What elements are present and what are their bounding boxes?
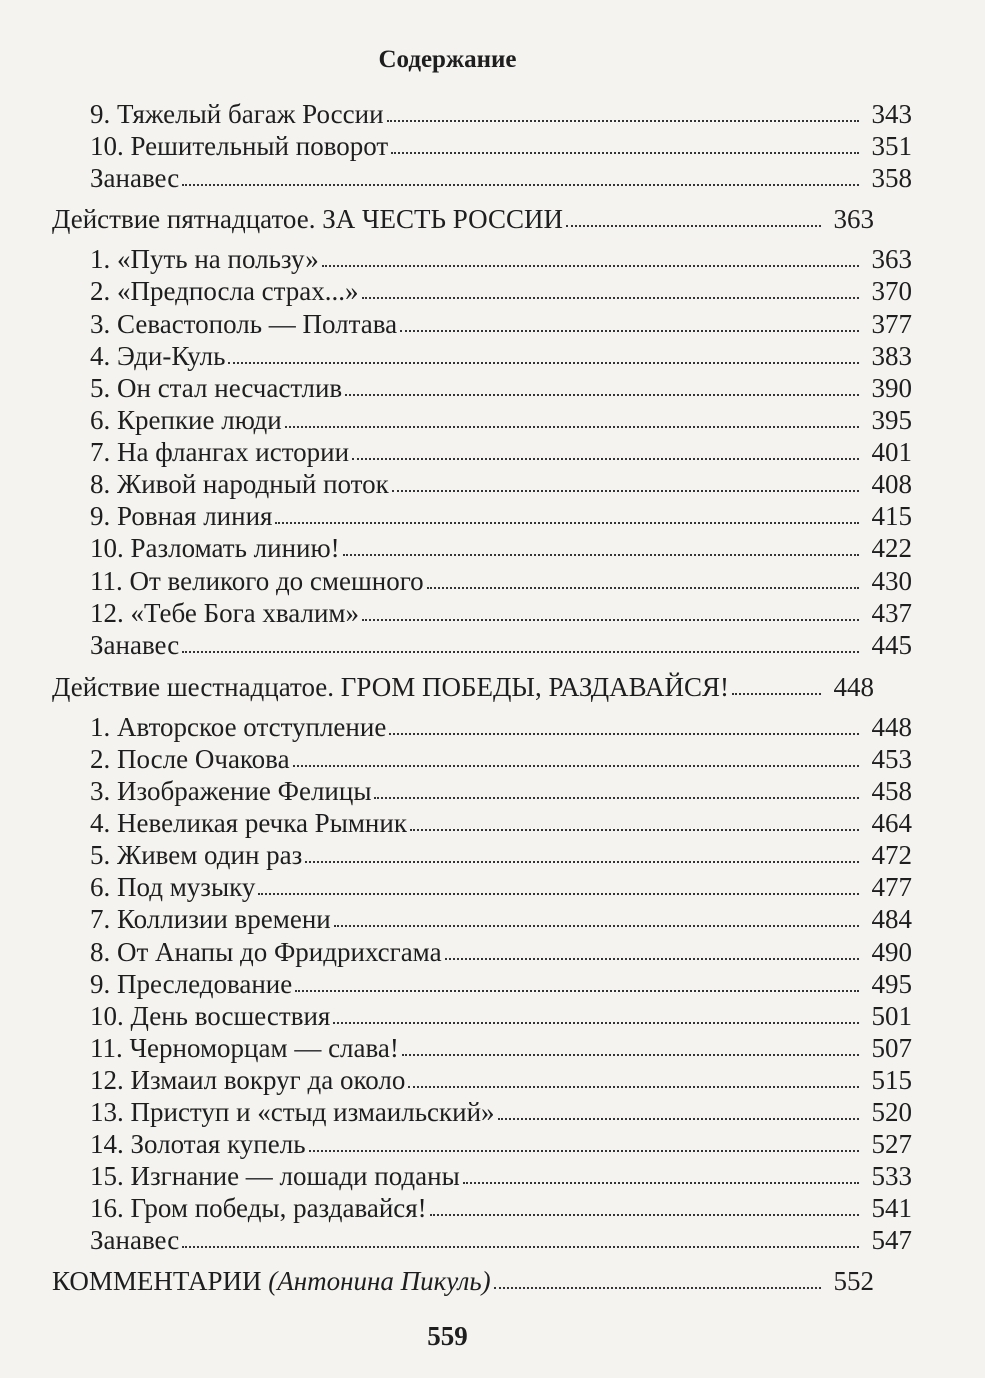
toc-entry-title: 3. Изображение Фелицы xyxy=(90,776,372,806)
toc-entry-page: 395 xyxy=(871,405,912,435)
toc-entry-title: 12. Измаил вокруг да около xyxy=(90,1065,406,1095)
toc-entry-page: 401 xyxy=(871,437,912,467)
toc-entry xyxy=(0,500,985,532)
toc-entry xyxy=(0,871,985,903)
dot-leader xyxy=(182,183,859,186)
toc-entry xyxy=(0,275,985,307)
toc-entry xyxy=(0,1128,985,1160)
toc-entry xyxy=(0,98,985,130)
toc-entry-page: 464 xyxy=(871,808,912,838)
page-header: Содержание xyxy=(378,46,517,73)
toc-entry-page: 453 xyxy=(871,744,912,774)
dot-leader xyxy=(228,361,859,364)
toc-entry-title: 3. Севастополь — Полтава xyxy=(90,309,398,339)
dot-leader xyxy=(345,393,859,396)
toc-entry-title: 11. Черноморцам — слава! xyxy=(90,1033,399,1063)
dot-leader xyxy=(293,764,859,767)
dot-leader xyxy=(408,1085,859,1088)
toc-entry-title: 6. Под музыку xyxy=(90,872,256,902)
toc-entry xyxy=(0,565,985,597)
toc-entry-title: 8. Живой народный поток xyxy=(90,469,389,499)
toc-entry xyxy=(0,1032,985,1064)
toc-entry-title: 7. Коллизии времени xyxy=(90,904,331,934)
toc-entry-page: 422 xyxy=(871,533,912,563)
toc-entry-title: Действие пятнадцатое. ЗА ЧЕСТЬ РОССИИ xyxy=(52,204,563,234)
toc-entry-title: Действие шестнадцатое. ГРОМ ПОБЕДЫ, РАЗДАВАЙСЯ! xyxy=(52,672,729,702)
dot-leader xyxy=(322,264,859,267)
dot-leader xyxy=(494,1286,821,1289)
dot-leader xyxy=(566,224,821,227)
dot-leader xyxy=(275,521,859,524)
dot-leader xyxy=(402,1053,859,1056)
toc-entry-page: 408 xyxy=(871,469,912,499)
toc-entry-page: 370 xyxy=(871,276,912,306)
toc-entry xyxy=(0,1224,985,1256)
toc-entry xyxy=(0,629,985,661)
toc-entry xyxy=(0,243,985,275)
toc-entry-page: 363 xyxy=(833,204,874,234)
toc-entry xyxy=(0,308,985,340)
toc-entry-title: 1. «Путь на пользу» xyxy=(90,244,319,274)
dot-leader xyxy=(182,650,859,653)
toc-entry xyxy=(0,372,985,404)
dot-leader xyxy=(391,151,859,154)
toc-entry-title: 9. Преследование xyxy=(90,969,293,999)
dot-leader xyxy=(285,425,859,428)
toc-entry xyxy=(0,532,985,564)
toc-entry-page: 547 xyxy=(871,1225,912,1255)
toc-entry-title: КОММЕНТАРИИ (Антонина Пикуль) xyxy=(52,1266,491,1296)
toc-entry-page: 477 xyxy=(871,872,912,902)
dot-leader xyxy=(400,329,859,332)
toc-entry-title: 16. Гром победы, раздавайся! xyxy=(90,1193,427,1223)
toc-entry-title: 7. На флангах истории xyxy=(90,437,350,467)
toc-entry-page: 533 xyxy=(871,1161,912,1191)
dot-leader xyxy=(389,732,859,735)
toc-entry-title: 4. Эди-Куль xyxy=(90,341,226,371)
dot-leader xyxy=(445,957,859,960)
toc-entry-title: 10. Решительный поворот xyxy=(90,131,389,161)
toc-entry-page: 363 xyxy=(871,244,912,274)
toc-entry xyxy=(0,968,985,1000)
dot-leader xyxy=(333,1021,859,1024)
dot-leader xyxy=(295,989,859,992)
dot-leader xyxy=(392,489,859,492)
dot-leader xyxy=(410,828,859,831)
toc-entry-page: 383 xyxy=(871,341,912,371)
dot-leader xyxy=(258,892,859,895)
toc-entry-page: 495 xyxy=(871,969,912,999)
toc-entry xyxy=(0,775,985,807)
dot-leader xyxy=(362,296,859,299)
toc-entry-title: 5. Живем один раз xyxy=(90,840,303,870)
toc-entry-page: 541 xyxy=(871,1193,912,1223)
dot-leader xyxy=(387,119,859,122)
toc-entry-title: 4. Невеликая речка Рымник xyxy=(90,808,407,838)
toc-entry xyxy=(0,1000,985,1032)
toc-entry-page: 351 xyxy=(871,131,912,161)
toc-entry-page: 552 xyxy=(833,1266,874,1296)
toc-entry xyxy=(0,162,985,194)
toc-entry-page: 415 xyxy=(871,501,912,531)
toc-entry-page: 343 xyxy=(871,99,912,129)
dot-leader xyxy=(362,618,859,621)
toc-entry xyxy=(0,807,985,839)
toc-entry xyxy=(0,1160,985,1192)
toc-entry-title: Занавес xyxy=(90,630,180,660)
toc-entry xyxy=(0,1064,985,1096)
toc-entry-page: 390 xyxy=(871,373,912,403)
dot-leader xyxy=(182,1245,859,1248)
toc-entry xyxy=(0,711,985,743)
toc-entry-page: 490 xyxy=(871,937,912,967)
toc-entry xyxy=(0,404,985,436)
toc-entry-page: 507 xyxy=(871,1033,912,1063)
dot-leader xyxy=(352,457,859,460)
toc-entry xyxy=(0,1096,985,1128)
toc-entry-title: 15. Изгнание — лошади поданы xyxy=(90,1161,460,1191)
toc-entry-title: 6. Крепкие люди xyxy=(90,405,282,435)
toc-entry xyxy=(0,936,985,968)
toc-section-entry xyxy=(0,203,947,235)
toc-section-entry xyxy=(0,671,947,703)
toc-entry-title: 13. Приступ и «стыд измаильский» xyxy=(90,1097,495,1127)
toc-entry xyxy=(0,839,985,871)
toc-entry-page: 484 xyxy=(871,904,912,934)
dot-leader xyxy=(463,1181,859,1184)
toc-section-entry xyxy=(0,1265,947,1297)
toc-entry-page: 430 xyxy=(871,566,912,596)
toc-entry xyxy=(0,597,985,629)
toc-entry-title: 12. «Тебе Бога хвалим» xyxy=(90,598,359,628)
toc-entry-page: 445 xyxy=(871,630,912,660)
toc-entry-title: Занавес xyxy=(90,1225,180,1255)
toc-entry-title: Занавес xyxy=(90,163,180,193)
toc-entry-page: 472 xyxy=(871,840,912,870)
toc-entry-page: 448 xyxy=(871,712,912,742)
toc-entry-page: 458 xyxy=(871,776,912,806)
dot-leader xyxy=(732,692,821,695)
toc-entry-author: (Антонина Пикуль) xyxy=(268,1266,491,1296)
toc-entry-title: 2. После Очакова xyxy=(90,744,290,774)
toc-entry-title: 1. Авторское отступление xyxy=(90,712,387,742)
dot-leader xyxy=(498,1117,859,1120)
toc-entry xyxy=(0,130,985,162)
toc-entry-title: 2. «Предпосла страх...» xyxy=(90,276,359,306)
toc-entry xyxy=(0,468,985,500)
toc-entry-page: 437 xyxy=(871,598,912,628)
toc-entry-title: 8. От Анапы до Фридрихсгама xyxy=(90,937,442,967)
toc-entry-page: 515 xyxy=(871,1065,912,1095)
toc-entry-page: 448 xyxy=(833,672,874,702)
toc-entry-title: 10. Разломать линию! xyxy=(90,533,340,563)
toc-entry-page: 358 xyxy=(871,163,912,193)
dot-leader xyxy=(305,860,859,863)
toc-entry-page: 501 xyxy=(871,1001,912,1031)
toc-entry-title: 5. Он стал несчастлив xyxy=(90,373,343,403)
toc-entry xyxy=(0,903,985,935)
dot-leader xyxy=(309,1149,859,1152)
toc-entry-title: 14. Золотая купель xyxy=(90,1129,306,1159)
dot-leader xyxy=(374,796,859,799)
dot-leader xyxy=(343,553,859,556)
toc-entry xyxy=(0,1192,985,1224)
toc-entry-page: 527 xyxy=(871,1129,912,1159)
toc-entry-title: 9. Тяжелый багаж России xyxy=(90,99,384,129)
toc-entry-title: 10. День восшествия xyxy=(90,1001,331,1031)
toc-entry xyxy=(0,340,985,372)
toc-entry xyxy=(0,743,985,775)
page-number: 559 xyxy=(427,1321,468,1351)
toc-entry xyxy=(0,436,985,468)
dot-leader xyxy=(334,924,859,927)
toc-entry-page: 520 xyxy=(871,1097,912,1127)
dot-leader xyxy=(430,1213,859,1216)
toc-entry-page: 377 xyxy=(871,309,912,339)
toc-entry-title: 11. От великого до смешного xyxy=(90,566,424,596)
toc-entry-title: 9. Ровная линия xyxy=(90,501,273,531)
dot-leader xyxy=(427,586,859,589)
